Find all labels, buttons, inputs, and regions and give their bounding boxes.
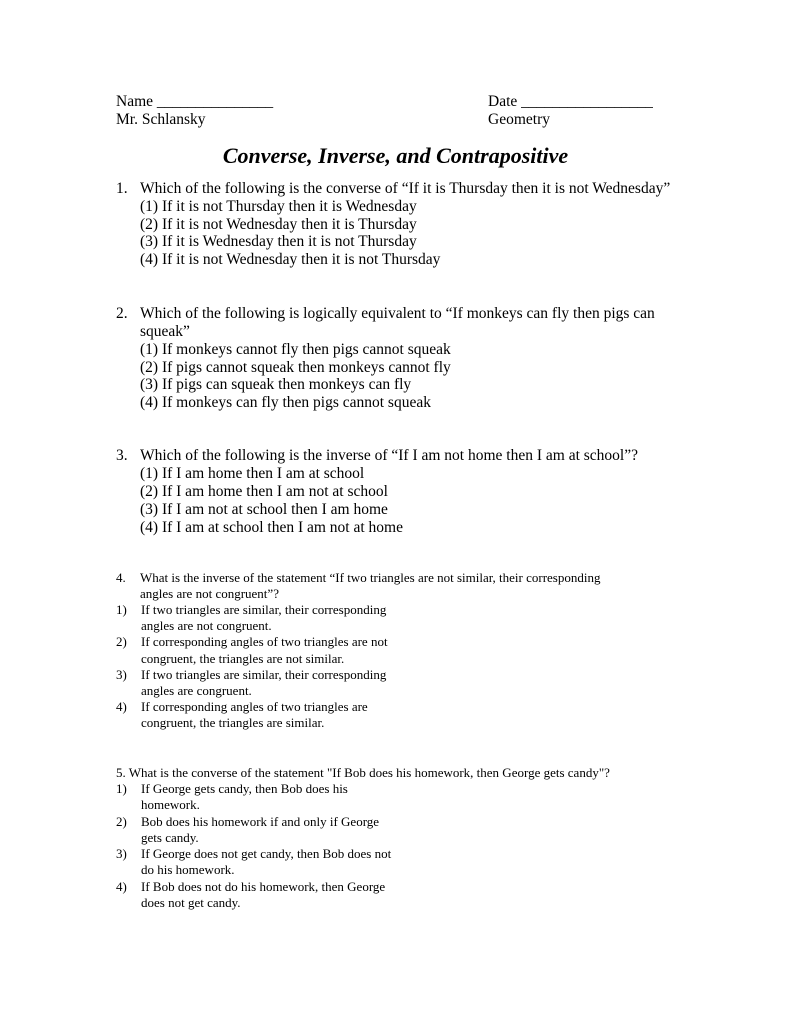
teacher-name: Mr. Schlansky	[116, 111, 206, 128]
q5-option-4-line2: does not get candy.	[141, 895, 241, 910]
q5-option-4-number: 4)	[116, 879, 127, 894]
q1-option-1: (1) If it is not Thursday then it is Wednesday	[140, 198, 417, 215]
q5-option-3-line1: If George does not get candy, then Bob does not	[141, 846, 392, 861]
q2-option-4: (4) If monkeys can fly then pigs cannot squeak	[140, 394, 431, 411]
q4-option-1-line1: If two triangles are similar, their corresponding	[141, 602, 387, 617]
date-field: Date _________________	[488, 93, 653, 110]
q4-option-2-line1: If corresponding angles of two triangles are not	[141, 634, 388, 649]
q1-option-3: (3) If it is Wednesday then it is not Thursday	[140, 233, 417, 250]
q3-option-1: (1) If I am home then I am at school	[140, 465, 365, 482]
q4-option-4-line1: If corresponding angles of two triangles are	[141, 699, 368, 714]
q4-option-2-number: 2)	[116, 634, 127, 649]
q3-option-4: (4) If I am at school then I am not at home	[140, 519, 403, 536]
q1-option-2: (2) If it is not Wednesday then it is Thursday	[140, 216, 417, 233]
q5-option-1-number: 1)	[116, 781, 127, 796]
q4-option-1-number: 1)	[116, 602, 127, 617]
q1-text: Which of the following is the converse of “If it is Thursday then it is not Wednesday”	[140, 180, 671, 197]
q4-option-2-line2: congruent, the triangles are not similar.	[141, 651, 345, 666]
q2-option-1: (1) If monkeys cannot fly then pigs cannot squeak	[140, 341, 451, 358]
q4-option-4-line2: congruent, the triangles are similar.	[141, 715, 325, 730]
q4-text-line1: What is the inverse of the statement “If two triangles are not similar, their corresponding	[140, 570, 601, 585]
q4-option-4-number: 4)	[116, 699, 127, 714]
q5-option-3-line2: do his homework.	[141, 862, 235, 877]
q2-text-line2: squeak”	[140, 323, 190, 340]
q3-text: Which of the following is the inverse of “If I am not home then I am at school”?	[140, 447, 638, 464]
q2-number: 2.	[116, 305, 128, 322]
q2-text-line1: Which of the following is logically equivalent to “If monkeys can fly then pigs can	[140, 305, 655, 322]
q3-option-3: (3) If I am not at school then I am home	[140, 501, 388, 518]
q5-option-2-line2: gets candy.	[141, 830, 199, 845]
page-title: Converse, Inverse, and Contrapositive	[222, 143, 569, 168]
q5-option-4-line1: If Bob does not do his homework, then George	[141, 879, 386, 894]
q1-option-4: (4) If it is not Wednesday then it is not Thursday	[140, 251, 441, 268]
q2-option-3: (3) If pigs can squeak then monkeys can fly	[140, 376, 412, 393]
name-field: Name _______________	[116, 93, 274, 110]
q2-option-2: (2) If pigs cannot squeak then monkeys cannot fly	[140, 359, 451, 376]
q4-option-3-line2: angles are congruent.	[141, 683, 252, 698]
course-name: Geometry	[488, 111, 550, 128]
q3-option-2: (2) If I am home then I am not at school	[140, 483, 388, 500]
q4-option-1-line2: angles are not congruent.	[141, 618, 272, 633]
q5-option-1-line1: If George gets candy, then Bob does his	[141, 781, 348, 796]
q5-option-3-number: 3)	[116, 846, 127, 861]
q4-number: 4.	[116, 570, 126, 585]
q5-option-2-line1: Bob does his homework if and only if George	[141, 814, 380, 829]
q5-option-2-number: 2)	[116, 814, 127, 829]
q5-option-1-line2: homework.	[141, 797, 200, 812]
q4-option-3-line1: If two triangles are similar, their corresponding	[141, 667, 387, 682]
q4-option-3-number: 3)	[116, 667, 127, 682]
q1-number: 1.	[116, 180, 128, 197]
q3-number: 3.	[116, 447, 128, 464]
q4-text-line2: angles are not congruent”?	[140, 586, 279, 601]
q5-text: 5. What is the converse of the statement "If Bob does his homework, then George gets candy"?	[116, 765, 610, 780]
